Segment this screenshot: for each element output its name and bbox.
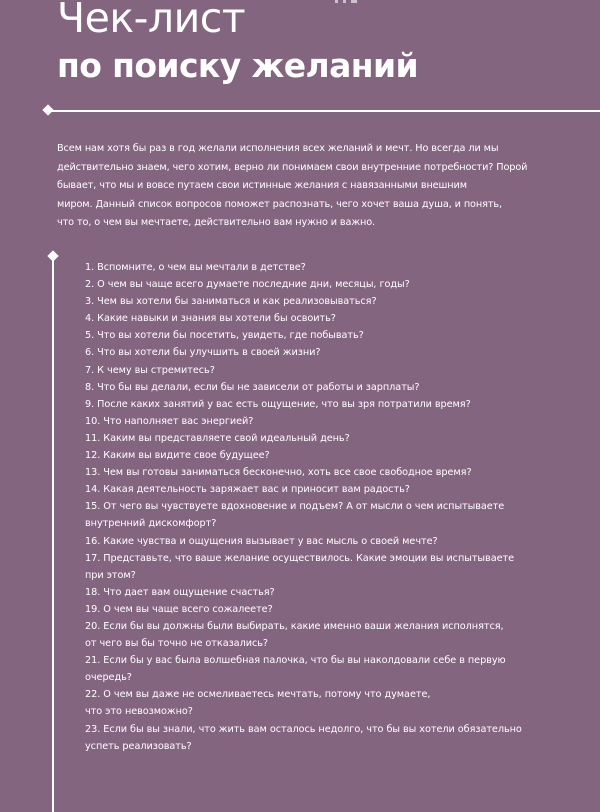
question-item-continuation: что это невозможно?: [85, 706, 193, 718]
question-item: 4. Какие навыки и знания вы хотели бы освоить?: [85, 313, 336, 325]
intro-paragraph: [57, 140, 577, 233]
question-item: 5. Что вы хотели бы посетить, увидеть, где побывать?: [85, 330, 364, 342]
question-item: 12. Каким вы видите свое будущее?: [85, 450, 270, 462]
question-item-continuation: очередь?: [85, 672, 132, 684]
question-item: 7. К чему вы стремитесь?: [85, 364, 215, 376]
intro-line: действительно знаем, чего хотим, верно ли понимаем свои внутренние потребности? Порой: [57, 161, 528, 173]
question-list: [85, 259, 585, 755]
question-item: 6. Что вы хотели бы улучшить в своей жизни?: [85, 347, 321, 359]
question-item: 17. Представьте, что ваше желание осуществилось. Какие эмоции вы испытываете: [85, 552, 514, 564]
question-item: 18. Что дает вам ощущение счастья?: [85, 586, 275, 598]
question-item: 15. От чего вы чувствуете вдохновение и подъем? А от мысли о чем испытываете: [85, 501, 505, 513]
question-item-continuation: внутренний дискомфорт?: [85, 518, 217, 530]
question-item: 8. Что бы вы делали, если бы не зависели от работы и зарплаты?: [85, 381, 420, 393]
intro-line: бывает, что мы и вовсе путаем свои истинные желания с навязанными внешним: [57, 180, 467, 192]
question-item: 14. Какая деятельность заряжает вас и приносит вам радость?: [85, 484, 410, 496]
horizontal-divider: [48, 110, 600, 112]
question-item: 11. Каким вы представляете свой идеальный день?: [85, 432, 350, 444]
vertical-divider: [52, 256, 54, 812]
diamond-icon: [47, 250, 58, 261]
question-item: 16. Какие чувства и ощущения вызывает у вас мысль о своей мечте?: [85, 535, 438, 547]
decorative-marks: [335, 0, 365, 3]
question-item: 2. О чем вы чаще всего думаете последние дни, месяцы, годы?: [85, 279, 410, 291]
question-item: 21. Если бы у вас была волшебная палочка, что бы вы наколдовали себе в первую: [85, 655, 506, 667]
question-item: 22. О чем вы даже не осмеливаетесь мечтать, потому что думаете,: [85, 689, 431, 701]
intro-line: миром. Данный список вопросов поможет распознать, чего хочет ваша душа, и понять,: [57, 198, 502, 210]
question-item-continuation: успеть реализовать?: [85, 740, 192, 752]
title-line-1: Чек-лист: [57, 0, 246, 42]
question-item: 20. Если бы вы должны были выбирать, какие именно ваши желания исполнятся,: [85, 620, 504, 632]
question-item: 23. Если бы вы знали, что жить вам осталось недолго, что бы вы хотели обязательно: [85, 723, 522, 735]
question-item: 13. Чем вы готовы заниматься бесконечно, хоть все свое свободное время?: [85, 467, 472, 479]
question-item: 19. О чем вы чаще всего сожалеете?: [85, 603, 273, 615]
question-item-continuation: при этом?: [85, 569, 136, 581]
diamond-icon: [42, 104, 53, 115]
intro-line: что то, о чем вы мечтаете, действительно вам нужно и важно.: [57, 217, 376, 229]
question-item: 9. После каких занятий у вас есть ощущение, что вы зря потратили время?: [85, 398, 471, 410]
title-line-2: по поиску желаний: [57, 46, 419, 85]
question-item-continuation: от чего вы бы точно не отказались?: [85, 638, 268, 650]
question-item: 1. Вспомните, о чем вы мечтали в детстве?: [85, 262, 306, 273]
intro-line: Всем нам хотя бы раз в год желали исполнения всех желаний и мечт. Но всегда ли мы: [57, 143, 499, 154]
question-item: 3. Чем вы хотели бы заниматься и как реализовываться?: [85, 296, 377, 308]
question-item: 10. Что наполняет вас энергией?: [85, 415, 254, 427]
